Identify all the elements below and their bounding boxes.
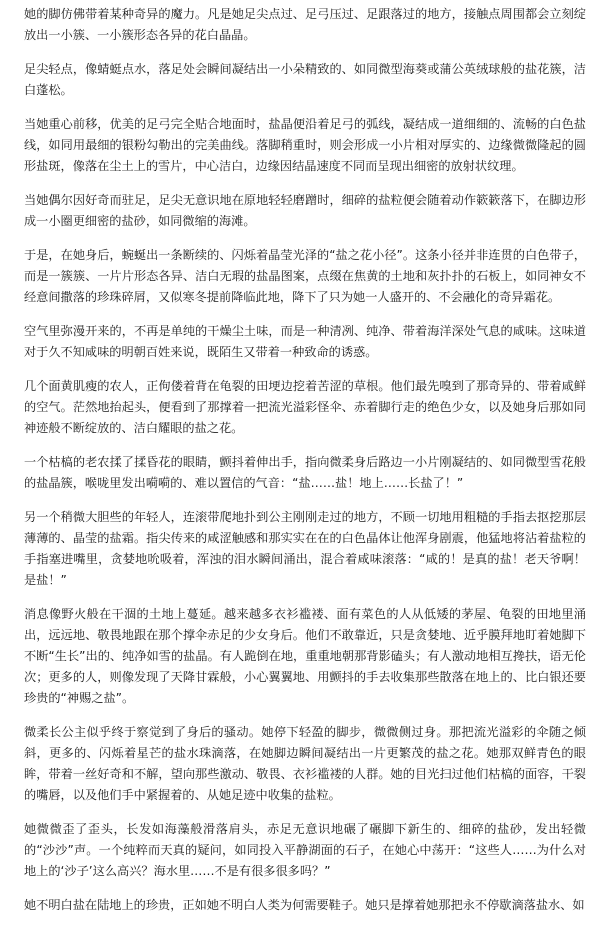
paragraph-13: 她不明白盐在陆地上的珍贵，正如她不明白人类为何需要鞋子。她只是撑着她那把永不停歇滴落盐水、如 — [24, 898, 585, 912]
paragraph-3: 当她重心前移，优美的足弓完全贴合地面时，盐晶便沿着足弓的弧线，凝结成一道细细的、流畅的白色盐线，如同用最细的银粉勾勒出的完美曲线。落脚稍重时，则会形成一小片相对厚实的、边缘微微隆起的圆形盐斑，像落在尘土上的雪片，中心洁白，边缘因结晶速度不同而呈现出细密的放射状纹理。 — [24, 117, 586, 173]
paragraph-5: 于是，在她身后，蜿蜒出一条断续的、闪烁着晶莹光泽的“盐之花小径”。这条小径并非连贯的白色带子，而是一簇簇、一片片形态各异、洁白无瑕的盐晶图案，点缀在焦黄的土地和灰扑扑的石板上，如同神女不经意间撒落的珍珠碎屑，又似寒冬提前降临此地，降下了只为她一人盛开的、不会融化的奇异霜花。 — [24, 248, 586, 304]
paragraph-12: 她微微歪了歪头，长发如海藻般滑落肩头，赤足无意识地碾了碾脚下新生的、细碎的盐砂，发出轻微的“沙沙”声。一个纯粹而天真的疑问，如同投入平静湖面的石子，在她心中荡开：“这些人……为什么对地上的‘沙子’这么高兴？海水里……不是有很多很多吗？” — [24, 822, 586, 878]
paragraph-9: 另一个稍微大胆些的年轻人，连滚带爬地扑到公主刚刚走过的地方，不顾一切地用粗糙的手指去抠挖那层薄薄的、晶莹的盐霜。指尖传来的咸涩触感和那实实在在的白色晶体让他浑身剧震，他猛地将沾着盐粒的手指塞进嘴里，贪婪地吮吸着，浑浊的泪水瞬间涌出，混合着咸味滚落：“咸的！是真的盐！老天爷啊！是盐！” — [24, 510, 586, 587]
paragraph-2: 足尖轻点，像蜻蜓点水，落足处会瞬间凝结出一小朵精致的、如同微型海葵或蒲公英绒球般的盐花簇，洁白蓬松。 — [24, 62, 586, 97]
paragraph-4: 当她偶尔因好奇而驻足，足尖无意识地在原地轻轻磨蹭时，细碎的盐粒便会随着动作簌簌落下，在脚边形成一小圈更细密的盐砂，如同微缩的海滩。 — [24, 193, 586, 228]
document-body — [24, 4, 586, 929]
paragraph-11: 微柔长公主似乎终于察觉到了身后的骚动。她停下轻盈的脚步，微微侧过身。那把流光溢彩的伞随之倾斜，更多的、闪烁着星芒的盐水珠滴落，在她脚边瞬间凝结出一片更繁茂的盐之花。她那双鲜青色的眼眸，带着一丝好奇和不解，望向那些激动、敬畏、衣衫褴褛的人群。她的目光扫过他们枯槁的面容，干裂的嘴唇，以及他们手中紧握着的、从她足迹中收集的盐粒。 — [24, 725, 586, 802]
paragraph-6: 空气里弥漫开来的，不再是单纯的干燥尘土味，而是一种清冽、纯净、带着海洋深处气息的咸味。这味道对于久不知咸味的明朝百姓来说，既陌生又带着一种致命的诱惑。 — [24, 324, 586, 359]
paragraph-8: 一个枯槁的老农揉了揉昏花的眼睛，颤抖着伸出手，指向微柔身后路边一小片刚凝结的、如同微型雪花般的盐晶簇，喉咙里发出嗬嗬的、难以置信的气音：“盐……盐！地上……长盐了！” — [24, 455, 586, 490]
paragraph-7: 几个面黄肌瘦的农人，正佝偻着背在龟裂的田埂边挖着苦涩的草根。他们最先嗅到了那奇异的、带着咸鲜的空气。茫然地抬起头，便看到了那撑着一把流光溢彩怪伞、赤着脚行走的绝色少女，以及她身后那如同神迹般不断绽放的、洁白耀眼的盐之花。 — [24, 379, 586, 435]
paragraph-1: 她的脚仿佛带着某种奇异的魔力。凡是她足尖点过、足弓压过、足跟落过的地方，接触点周围都会立刻绽放出一小簇、一小簇形态各异的花白晶晶。 — [24, 7, 586, 42]
paragraph-10: 消息像野火般在干涸的土地上蔓延。越来越多衣衫褴褛、面有菜色的人从低矮的茅屋、龟裂的田地里涌出，远远地、敬畏地跟在那个撑伞赤足的少女身后。他们不敢靠近，只是贪婪地、近乎膜拜地盯着她脚下不断“生长”出的、纯净如雪的盐晶。有人跪倒在地，重重地朝那背影磕头；有人激动地相互搀扶，语无伦次；更多的人，则像发现了天降甘霖般，小心翼翼地、用颤抖的手去收集那些散落在地上的、比白银还要珍贵的“神赐之盐”。 — [24, 607, 586, 705]
